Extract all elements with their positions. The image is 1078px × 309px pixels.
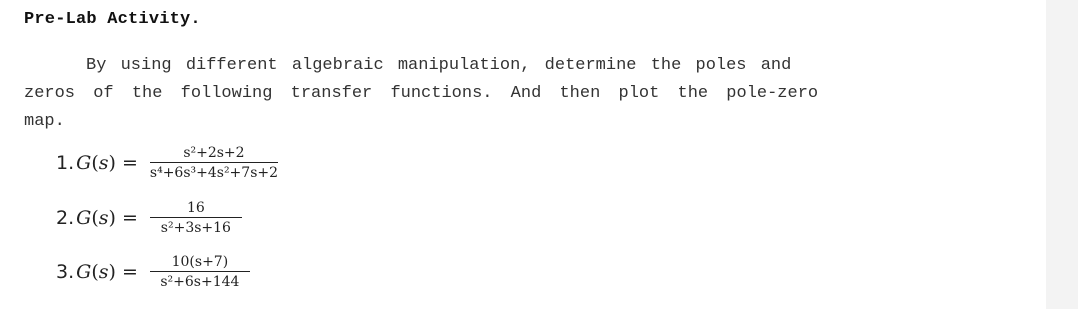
instruction-paragraph <box>24 52 984 136</box>
denominator: s²+3s+16 <box>160 220 231 236</box>
fraction <box>150 200 242 236</box>
section-heading: Pre-Lab Activity. <box>24 10 201 29</box>
paragraph-line-2: zeros of the following transfer functions. And then plot the pole-zero <box>24 84 819 103</box>
paragraph-line-1: By using different algebraic manipulation, determine the poles and <box>86 56 792 75</box>
transfer-function-1 <box>56 145 278 181</box>
function-lhs: G(s) = <box>76 261 138 283</box>
numerator: 16 <box>150 200 242 218</box>
fraction <box>150 254 250 290</box>
fraction <box>150 145 278 181</box>
denominator: s⁴+6s³+4s²+7s+2 <box>149 165 279 181</box>
function-lhs: G(s) = <box>76 207 138 229</box>
paragraph-line-3: map. <box>24 112 65 131</box>
transfer-function-3 <box>56 254 250 290</box>
denominator: s²+6s+144 <box>160 274 240 290</box>
item-number: 3. <box>56 261 75 283</box>
transfer-function-2 <box>56 200 242 236</box>
numerator: s²+2s+2 <box>150 145 278 163</box>
function-lhs: G(s) = <box>76 152 138 174</box>
numerator: 10(s+7) <box>150 254 250 272</box>
item-number: 2. <box>56 207 75 229</box>
item-number: 1. <box>56 152 75 174</box>
side-margin-panel <box>1046 0 1078 309</box>
